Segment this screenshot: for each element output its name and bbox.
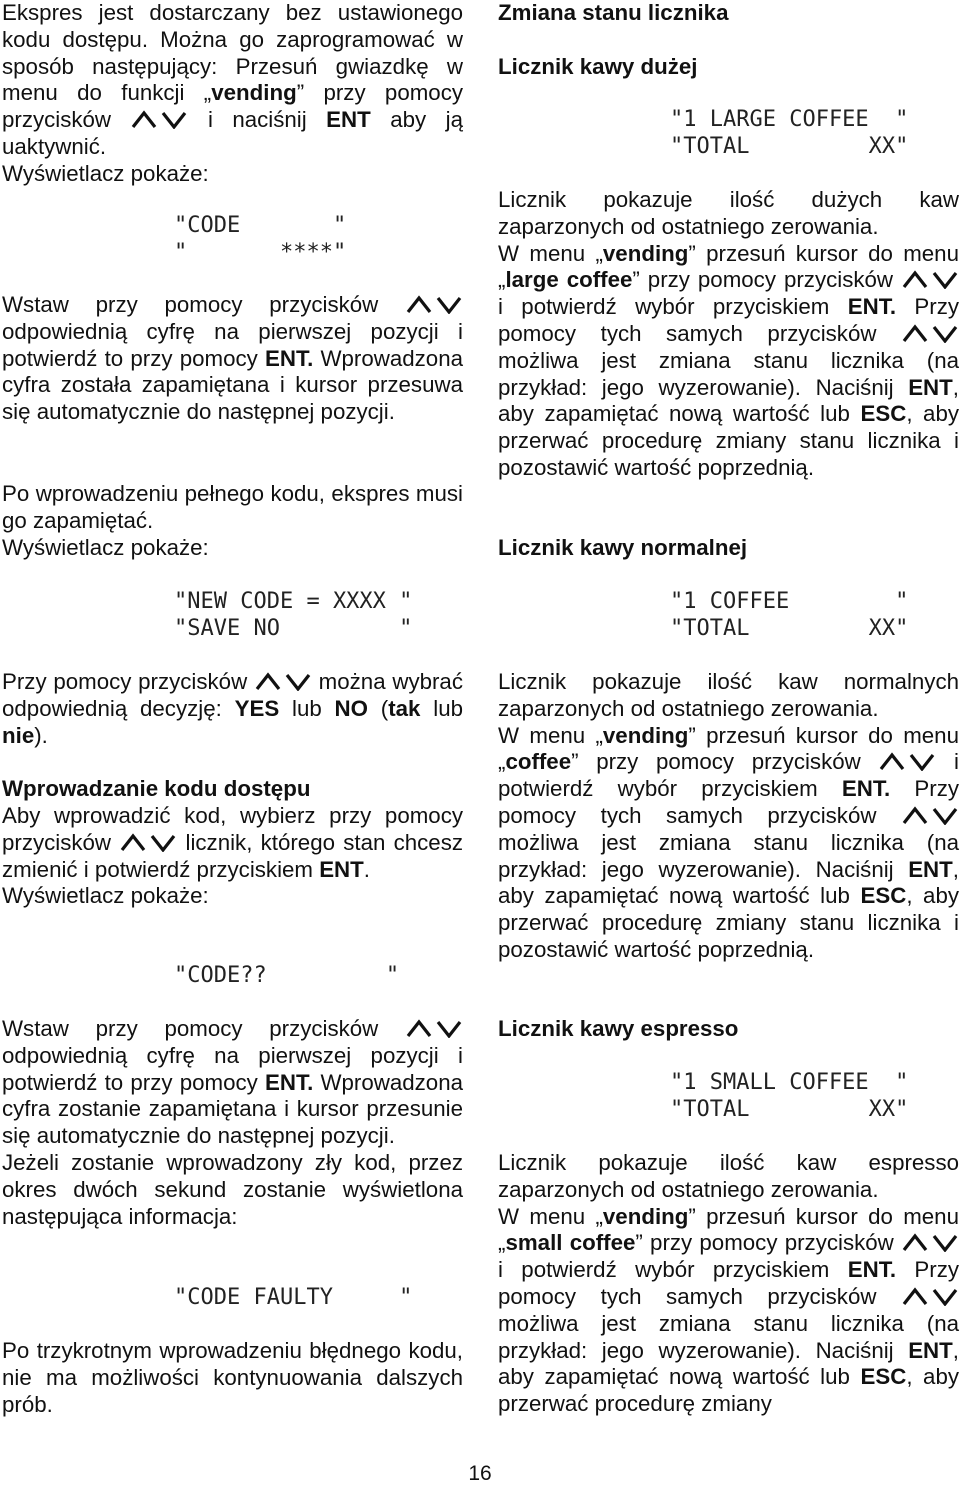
bold-term: ESC [860, 401, 907, 427]
text-run: ” przesuń kursor do menu „ [498, 240, 959, 293]
display-code-faulty [174, 1284, 412, 1311]
bold-term: ENT [908, 374, 953, 400]
text-run: ” przy pomocy przycisków [635, 1230, 901, 1256]
text-run: i potwierdź wybór przyciskiem [498, 294, 848, 320]
text-run: Po wprowadzeniu pełnego kodu, ekspres musi go zapamiętać. [2, 481, 463, 533]
text-run: Wyświetlacz pokaże: [2, 160, 209, 186]
text-run: Licznik pokazuje ilość kaw normalnych zaparzonych od ostatniego zerowania. [498, 669, 959, 721]
up-down-arrows-icon [405, 1019, 463, 1038]
bold-term: ENT. [264, 1069, 314, 1095]
heading-large-coffee: Licznik kawy dużej [498, 54, 698, 79]
text-run: i potwierdź wybór przyciskiem [498, 749, 959, 802]
up-down-arrows-icon [901, 270, 959, 289]
bold-term: ENT [319, 856, 364, 882]
display-line: "CODE?? " [174, 963, 400, 988]
text-run: i potwierdź wybór przyciskiem [498, 1257, 848, 1283]
bold-term: ENT [908, 1337, 953, 1363]
page-number: 16 [468, 1462, 492, 1485]
up-down-arrows-icon [405, 295, 463, 314]
up-down-arrows-icon [878, 752, 936, 771]
text-run: i naciśnij [188, 107, 327, 133]
up-down-arrows-icon [130, 110, 188, 129]
display-new-code [174, 588, 412, 642]
text-run: Licznik pokazuje ilość dużych kaw zaparzonych od ostatniego zerowania. [498, 187, 959, 239]
up-down-arrows-icon [901, 324, 959, 343]
text-run: ” przy pomocy przycisków [2, 80, 463, 133]
text-run: Ekspres jest dostarczany bez ustawionego kodu dostępu. Można go zaprogramować w sposób następujący: Przesuń gwiazdkę w menu do funkcji „ [2, 0, 463, 106]
up-down-arrows-icon [254, 672, 312, 691]
text-run: W menu „ [498, 1203, 603, 1229]
text-run: ). [34, 722, 48, 748]
bold-term: large coffee [505, 267, 633, 293]
text-run: Wprowadzona cyfra zostanie zapamiętana i kursor przesunie się automatycznie do następnej pozycji. [2, 1069, 464, 1149]
bold-term: ESC [860, 883, 907, 909]
up-down-arrows-icon [119, 833, 177, 852]
display-line: "NEW CODE = XXXX " [174, 589, 413, 614]
bold-term: ENT [326, 107, 371, 133]
bold-term: vending [602, 1203, 689, 1229]
bold-term: YES [234, 695, 280, 721]
bold-term: ENT [908, 856, 953, 882]
three-attempts-paragraph [2, 1338, 463, 1418]
display-coffee [670, 588, 908, 642]
text-run: Jeżeli zostanie wprowadzony zły kod, przez okres dwóch sekund zostanie wyświetlona następująca informacja: [2, 1149, 463, 1229]
enter-digit-paragraph [2, 292, 463, 426]
display-line: "1 SMALL COFFEE " [670, 1070, 909, 1095]
yes-no-paragraph [2, 669, 463, 749]
bold-term: vending [602, 240, 689, 266]
text-run: , aby zapamiętać nową wartość lub [498, 374, 959, 427]
text-run: Licznik pokazuje ilość kaw espresso zaparzonych od ostatniego zerowania. [498, 1150, 959, 1202]
display-code [174, 212, 346, 266]
bold-term: small coffee [505, 1230, 636, 1256]
bold-term: vending [602, 722, 689, 748]
text-run: W menu „ [498, 240, 603, 266]
display-line: "TOTAL XX" [670, 616, 909, 641]
text-run: Wstaw przy pomocy przycisków [2, 292, 405, 317]
text-run: , aby przerwać procedurę zmiany stanu licznika i pozostawić wartość poprzednią. [498, 883, 959, 962]
bold-term: ENT. [847, 294, 897, 320]
bold-term: vending [211, 80, 297, 106]
text-run: Wprowadzona cyfra została zapamiętana i kursor przesuwa się automatycznie do następnej pozycji. [2, 345, 464, 425]
text-run: Przy pomocy tych samych przycisków [498, 294, 959, 346]
display-line: "1 COFFEE " [670, 589, 909, 614]
bold-term: tak [388, 695, 421, 721]
espresso-paragraph [498, 1150, 959, 1418]
text-run: Przy pomocy tych samych przycisków [498, 776, 959, 828]
text-run: ” przesuń kursor do menu „ [498, 1203, 959, 1256]
display-line: "SAVE NO " [174, 616, 413, 641]
text-run: aby ją uaktywnić. [2, 107, 463, 159]
heading-access-code: Wprowadzanie kodu dostępu [2, 776, 311, 801]
text-run: ( [368, 695, 389, 721]
bold-term: ENT. [841, 776, 891, 802]
text-run: licznik, którego stan chcesz zmienić i potwierdź przyciskiem [2, 829, 464, 882]
text-run: . [363, 856, 370, 882]
up-down-arrows-icon [901, 806, 959, 825]
normal-coffee-paragraph [498, 669, 959, 964]
up-down-arrows-icon [901, 1233, 959, 1252]
heading-espresso: Licznik kawy espresso [498, 1016, 739, 1041]
text-run: , aby przerwać procedurę zmiany [498, 1364, 959, 1417]
up-down-arrows-icon [901, 1287, 959, 1306]
display-line: "TOTAL XX" [670, 134, 909, 159]
text-run: W menu „ [498, 722, 603, 748]
large-coffee-paragraph [498, 187, 959, 482]
text-run: , aby zapamiętać nową wartość lub [498, 1337, 959, 1390]
text-run: Aby wprowadzić kod, wybierz przy pomocy przycisków [2, 803, 463, 855]
text-run: , aby zapamiętać nową wartość lub [498, 856, 959, 909]
save-code-paragraph [2, 481, 463, 561]
text-run: możliwa jest zmiana stanu licznika (na przykład: jego wyzerowanie). Naciśnij [498, 829, 959, 882]
text-run: , aby przerwać procedurę zmiany stanu licznika i pozostawić wartość poprzednią. [498, 401, 959, 480]
text-run: lub [420, 695, 463, 721]
bold-term: nie [2, 722, 35, 748]
bold-term: ENT. [264, 345, 314, 371]
display-line: "CODE FAULTY " [174, 1285, 413, 1310]
display-line: " ****" [174, 240, 347, 265]
bold-term: coffee [505, 749, 572, 775]
text-run: ” przy pomocy przycisków [571, 749, 879, 775]
text-run: można wybrać odpowiednią decyzję: [2, 669, 463, 721]
text-run: Przy pomocy tych samych przycisków [498, 1257, 959, 1309]
text-run: możliwa jest zmiana stanu licznika (na przykład: jego wyzerowanie). Naciśnij [498, 1310, 959, 1363]
text-run: odpowiednią cyfrę na pierwszej pozycji i potwierdź to przy pomocy [2, 1042, 463, 1095]
heading-normal-coffee: Licznik kawy normalnej [498, 535, 748, 560]
display-line: "1 LARGE COFFEE " [670, 107, 909, 132]
display-small-coffee [670, 1069, 908, 1123]
text-run: odpowiednią cyfrę na pierwszej pozycji i potwierdź to przy pomocy [2, 318, 463, 371]
display-code-query [174, 962, 399, 989]
display-line: "CODE " [174, 213, 347, 238]
enter-code-paragraph [2, 1016, 463, 1230]
bold-term: ESC [860, 1364, 907, 1390]
text-run: możliwa jest zmiana stanu licznika (na przykład: jego wyzerowanie). Naciśnij [498, 347, 959, 400]
text-run: lub [279, 695, 335, 721]
display-large-coffee [670, 106, 908, 160]
text-run: Po trzykrotnym wprowadzeniu błędnego kodu, nie ma możliwości kontynuowania dalszych prób. [2, 1338, 463, 1417]
text-run: ” przy pomocy przycisków [632, 267, 901, 293]
bold-term: NO [334, 695, 368, 721]
text-run: ” przesuń kursor do menu „ [498, 722, 959, 775]
heading-counter-change: Zmiana stanu licznika [498, 0, 729, 25]
intro-paragraph [2, 0, 463, 188]
bold-term: ENT. [847, 1257, 897, 1283]
text-run: Wstaw przy pomocy przycisków [2, 1016, 405, 1041]
text-run: Wyświetlacz pokaże: [2, 534, 209, 560]
display-line: "TOTAL XX" [670, 1097, 909, 1122]
text-run: Przy pomocy przycisków [2, 669, 254, 694]
access-code-paragraph [2, 803, 463, 910]
text-run: Wyświetlacz pokaże: [2, 883, 209, 909]
